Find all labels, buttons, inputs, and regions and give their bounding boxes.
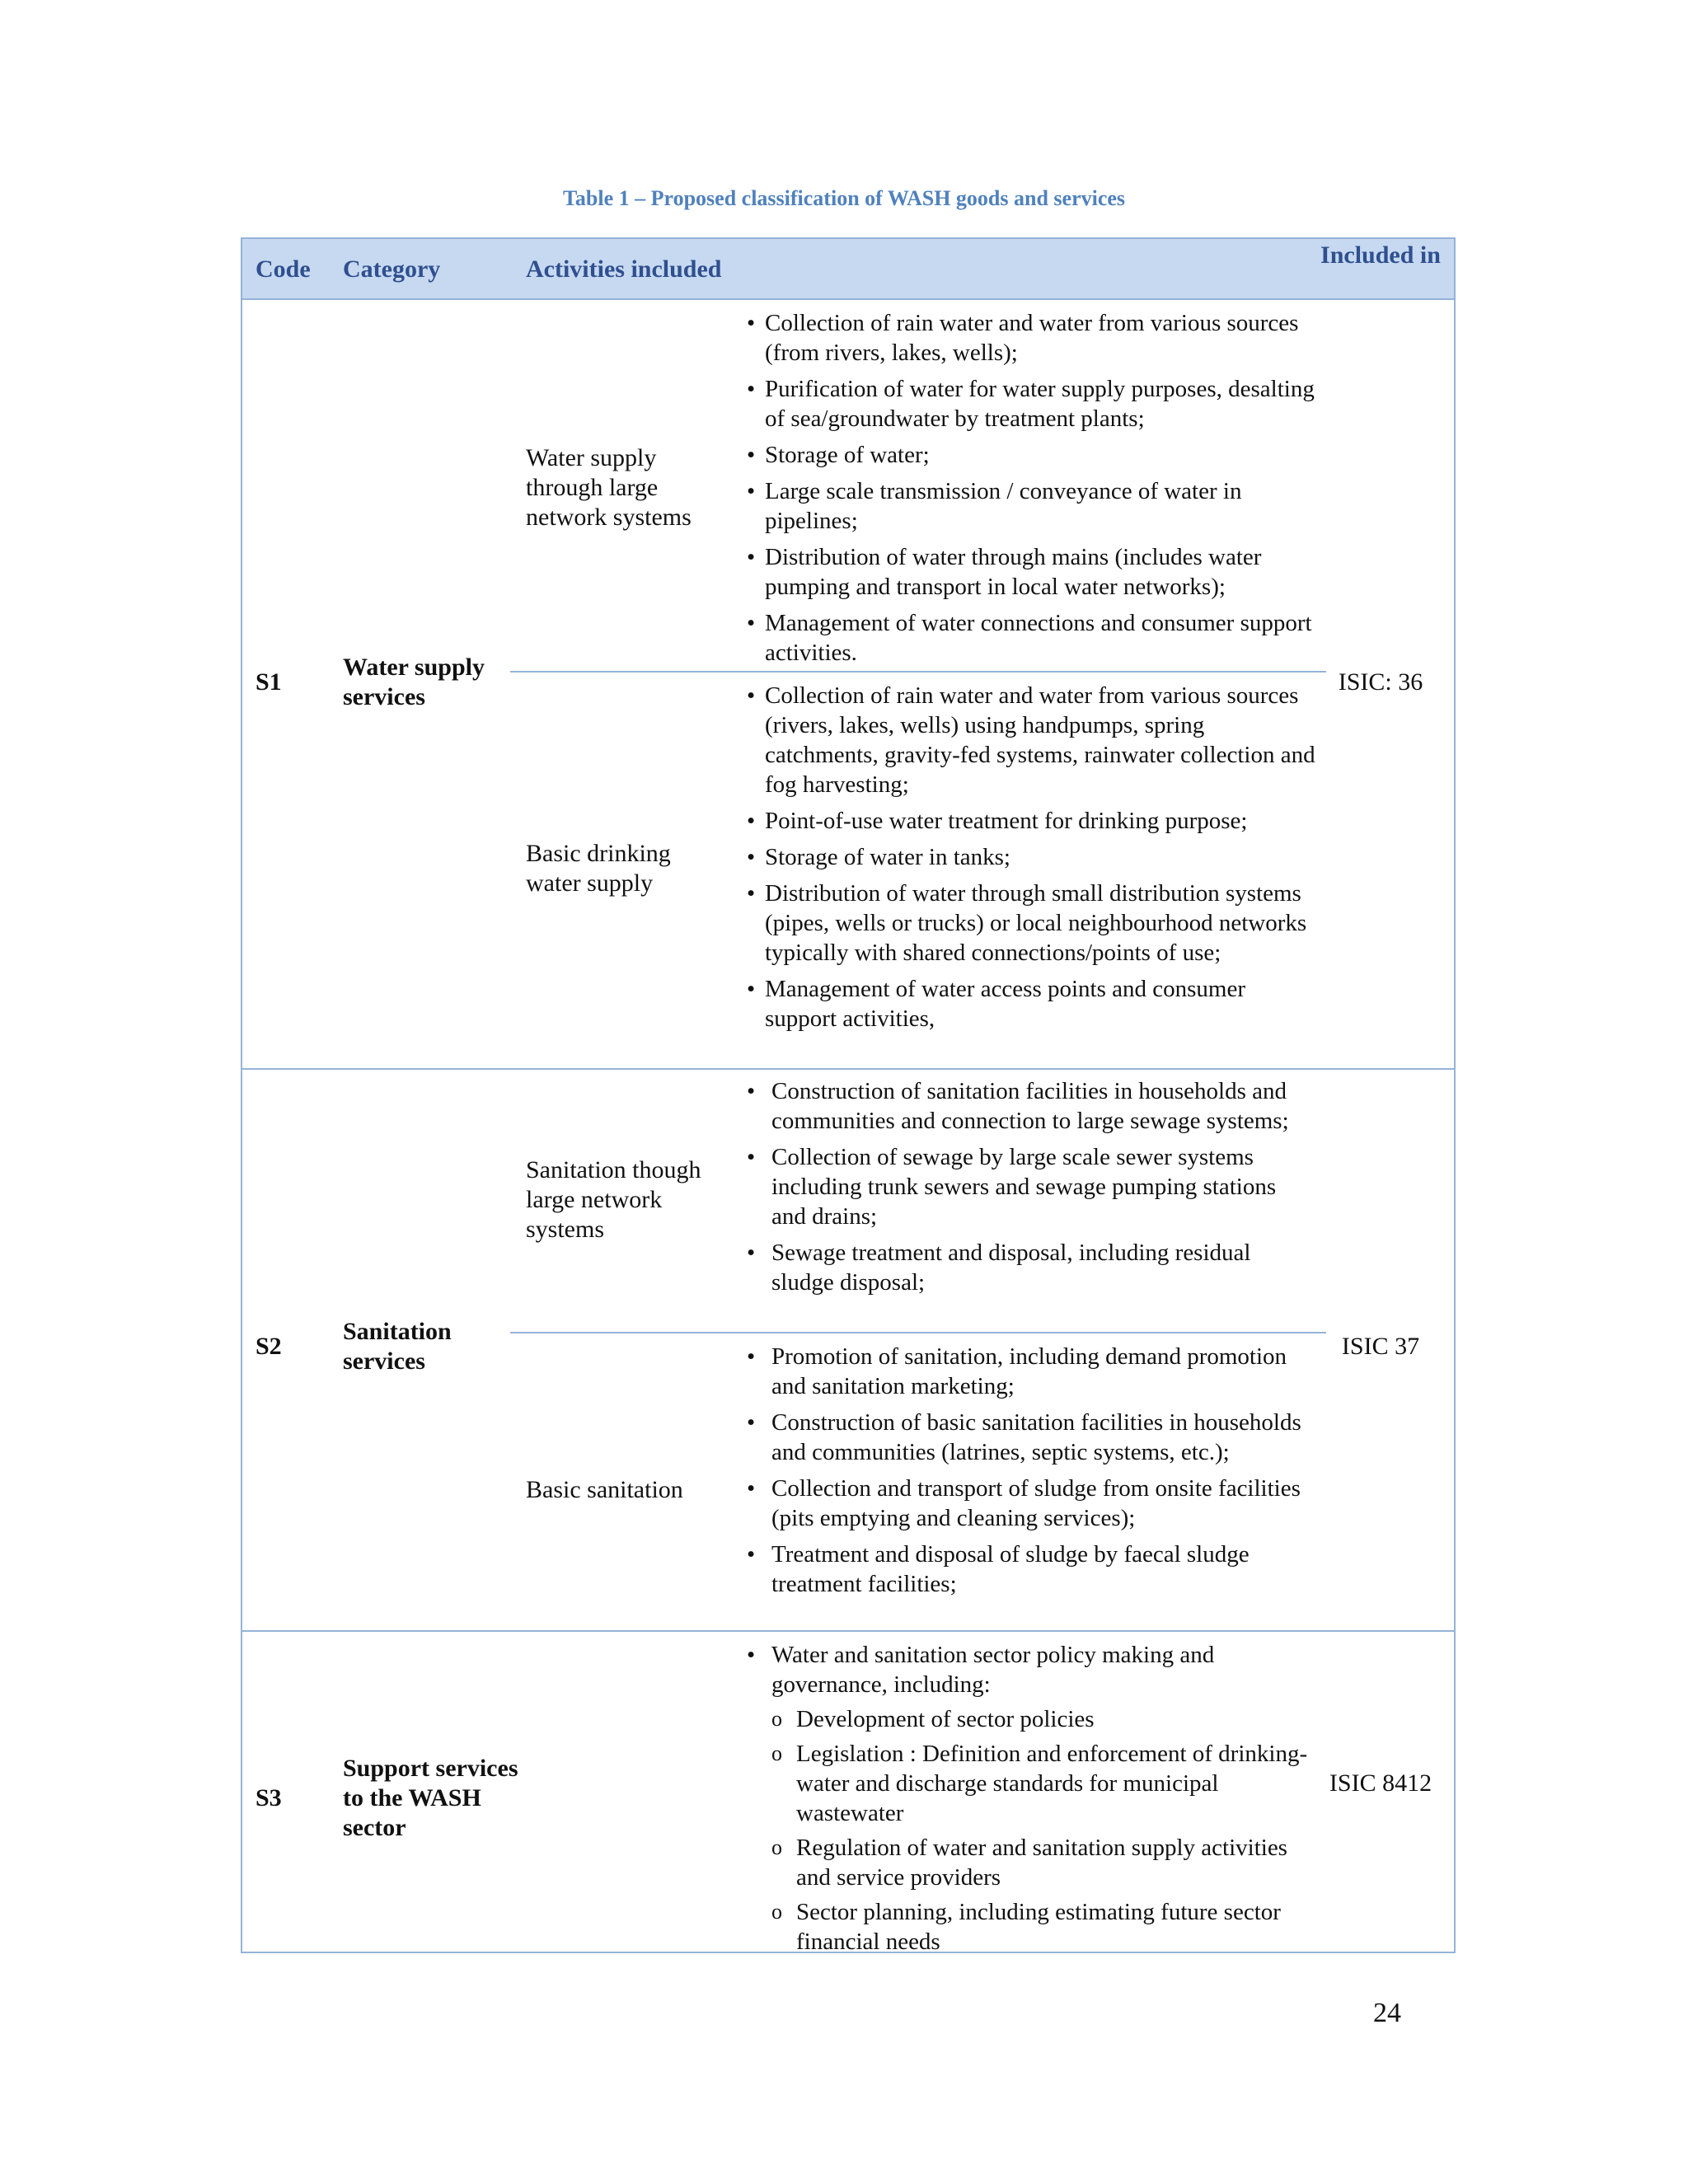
list-item: • Collection of rain water and water from various sources (rivers, lakes, wells) using handpumps, spring catchments, gravity-fed systems, rainwater collection and fog harvesting; bbox=[747, 681, 1315, 799]
page-number: 24 bbox=[1373, 1998, 1401, 2028]
row-included-in: ISIC 8412 bbox=[1329, 1769, 1432, 1797]
list-item: • Large scale transmission / conveyance of water in pipelines; bbox=[747, 476, 1315, 536]
header-category: Category bbox=[343, 255, 441, 283]
list-item: • Distribution of water through small distribution systems (pipes, wells or trucks) or local neighbourhood networks typically with shared connections/points of use; bbox=[747, 879, 1315, 968]
list-item: • Treatment and disposal of sludge by faecal sludge treatment facilities; bbox=[747, 1540, 1315, 1599]
table-caption: Table 1 – Proposed classification of WASH goods and services bbox=[562, 186, 1126, 210]
sub-list-item: o Sector planning, including estimating future sector financial needs bbox=[771, 1897, 1315, 1957]
sub-list-item: o Legislation : Definition and enforcement of drinking-water and discharge standards for municipal wastewater bbox=[771, 1739, 1315, 1828]
subgroup-label: Water supply through large network systems bbox=[526, 444, 692, 531]
header-activities: Activities included bbox=[526, 255, 722, 283]
subgroup-divider bbox=[510, 671, 1326, 673]
table-row-s2 bbox=[242, 1068, 1454, 1630]
list-item-text: Water and sanitation sector policy making and governance, including: bbox=[771, 1642, 1215, 1698]
list-item: • Construction of basic sanitation facilities in households and communities (latrines, septic systems, etc.); bbox=[747, 1408, 1315, 1467]
list-item: • Collection and transport of sludge from onsite facilities (pits emptying and cleaning services); bbox=[747, 1474, 1315, 1533]
list-item: • Storage of water in tanks; bbox=[747, 842, 1315, 872]
subgroup-divider bbox=[510, 1332, 1326, 1333]
row-category: Water supply services bbox=[343, 654, 485, 710]
sub-list bbox=[771, 1704, 1315, 1957]
activity-list bbox=[747, 308, 1315, 674]
activity-list bbox=[747, 681, 1315, 1040]
row-included-in: ISIC 37 bbox=[1341, 1333, 1420, 1360]
list-item: • Promotion of sanitation, including demand promotion and sanitation marketing; bbox=[747, 1342, 1315, 1401]
row-category: Support services to the WASH sector bbox=[343, 1755, 518, 1841]
sub-list-item: o Regulation of water and sanitation supply activities and service providers bbox=[771, 1833, 1315, 1892]
list-item: • Collection of sewage by large scale sewer systems including trunk sewers and sewage pumping stations and drains; bbox=[747, 1142, 1315, 1231]
classification-table bbox=[241, 237, 1456, 1953]
table-row-s1 bbox=[242, 300, 1454, 1068]
row-code: S2 bbox=[256, 1333, 282, 1360]
sub-list-item: o Development of sector policies bbox=[771, 1704, 1315, 1734]
activity-list bbox=[747, 1342, 1315, 1605]
list-item: • Construction of sanitation facilities in households and communities and connection to large sewage systems; bbox=[747, 1076, 1315, 1136]
list-item: • Storage of water; bbox=[747, 440, 1315, 470]
list-item: • Purification of water for water supply purposes, desalting of sea/groundwater by treatment plants; bbox=[747, 374, 1315, 434]
row-code: S1 bbox=[256, 668, 282, 696]
list-item: • Distribution of water through mains (includes water pumping and transport in local water networks); bbox=[747, 542, 1315, 602]
header-included-in: Included in bbox=[1320, 241, 1441, 269]
list-item: • Sewage treatment and disposal, including residual sludge disposal; bbox=[747, 1238, 1315, 1297]
subgroup-label: Basic sanitation bbox=[526, 1476, 683, 1503]
list-item: • Management of water connections and consumer support activities. bbox=[747, 608, 1315, 668]
row-included-in: ISIC: 36 bbox=[1338, 668, 1423, 696]
activity-list bbox=[747, 1076, 1315, 1304]
list-item: • Management of water access points and consumer support activities, bbox=[747, 974, 1315, 1033]
activity-list bbox=[747, 1640, 1315, 1963]
table-header bbox=[242, 239, 1454, 300]
list-item: • Collection of rain water and water from various sources (from rivers, lakes, wells); bbox=[747, 308, 1315, 368]
list-item: • Point-of-use water treatment for drinking purpose; bbox=[747, 806, 1315, 836]
table-row-s3 bbox=[242, 1630, 1454, 1955]
row-category: Sanitation services bbox=[343, 1318, 452, 1375]
subgroup-label: Sanitation though large network systems bbox=[526, 1156, 701, 1243]
header-code: Code bbox=[256, 255, 311, 283]
list-item bbox=[747, 1640, 1315, 1957]
subgroup-label: Basic drinking water supply bbox=[526, 840, 671, 897]
row-code: S3 bbox=[256, 1784, 282, 1811]
